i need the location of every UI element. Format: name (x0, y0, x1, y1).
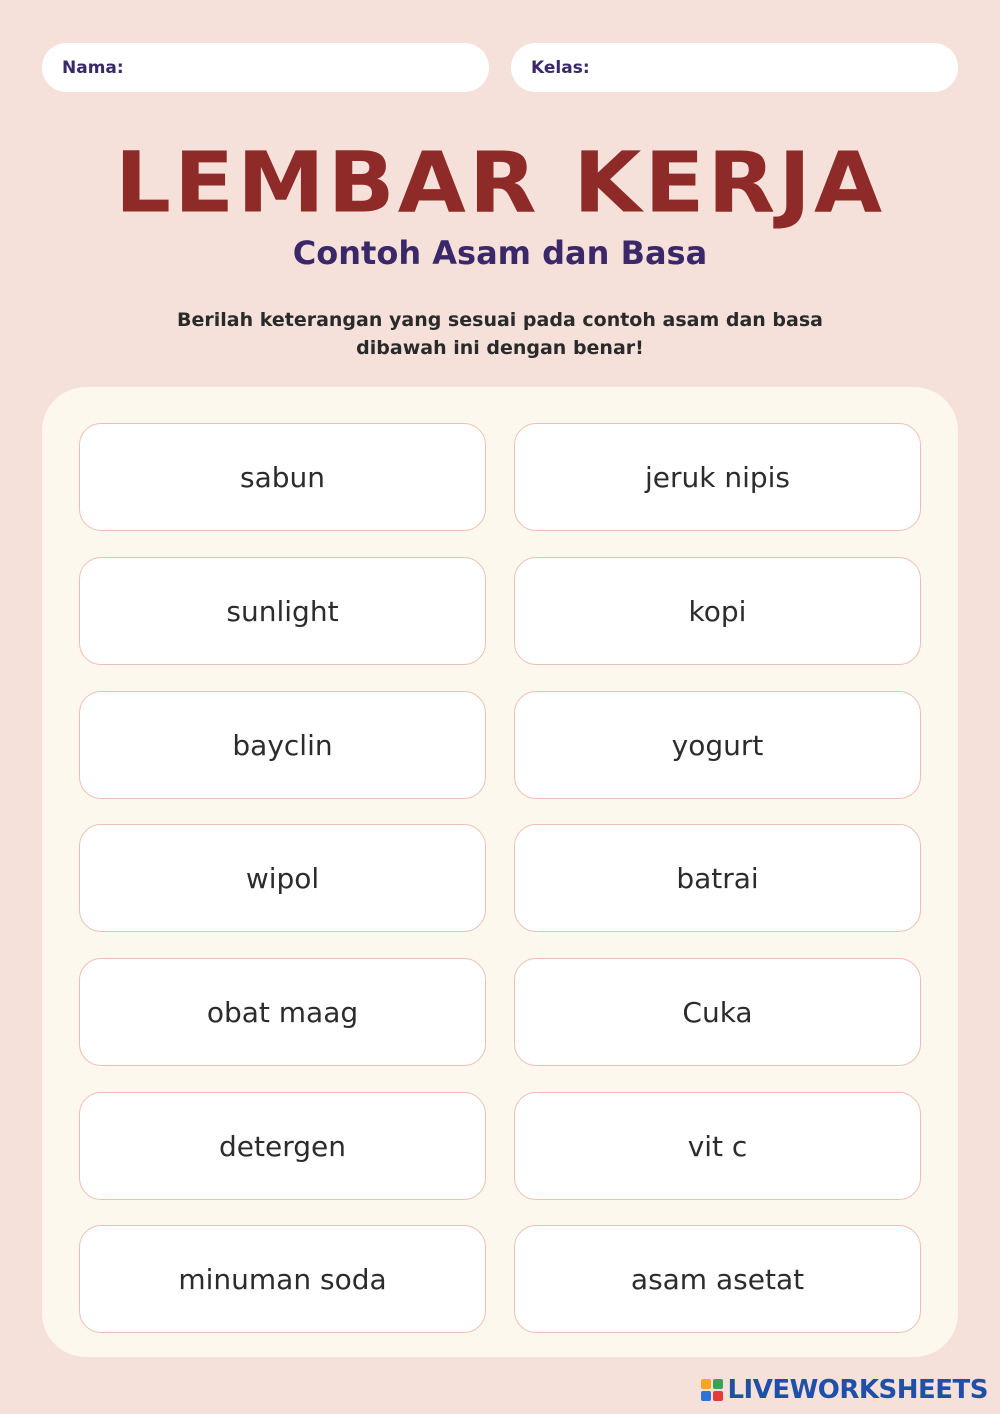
answer-box-asam-asetat[interactable]: asam asetat (514, 1225, 921, 1333)
name-label: Nama: (62, 57, 124, 78)
logo-square-2 (713, 1379, 723, 1389)
answer-box-kopi[interactable]: kopi (514, 557, 921, 665)
instruction-line-2: dibawah ini dengan benar! (356, 337, 644, 359)
name-input[interactable] (132, 42, 469, 93)
class-field[interactable] (511, 43, 958, 92)
answer-box-sunlight[interactable]: sunlight (79, 557, 486, 665)
answer-box-minuman-soda[interactable]: minuman soda (79, 1225, 486, 1333)
instructions (150, 306, 850, 362)
name-field[interactable] (42, 43, 489, 92)
liveworksheets-logo-icon (701, 1379, 723, 1401)
answer-panel (42, 387, 958, 1357)
logo-square-3 (701, 1391, 711, 1401)
page-subtitle: Contoh Asam dan Basa (292, 234, 708, 272)
instruction-line-1: Berilah keterangan yang sesuai pada contoh asam dan basa (177, 309, 823, 331)
class-label: Kelas: (531, 57, 590, 78)
answer-box-bayclin[interactable]: bayclin (79, 691, 486, 799)
page-title: LEMBAR KERJA (114, 133, 886, 232)
answer-box-detergen[interactable]: detergen (79, 1092, 486, 1200)
answer-box-yogurt[interactable]: yogurt (514, 691, 921, 799)
answer-box-sabun[interactable]: sabun (79, 423, 486, 531)
logo-square-1 (701, 1379, 711, 1389)
liveworksheets-brand[interactable] (701, 1372, 988, 1408)
logo-square-4 (713, 1391, 723, 1401)
class-input[interactable] (598, 42, 938, 93)
answer-box-wipol[interactable]: wipol (79, 824, 486, 932)
answer-box-vit-c[interactable]: vit c (514, 1092, 921, 1200)
answer-box-obat-maag[interactable]: obat maag (79, 958, 486, 1066)
answer-box-cuka[interactable]: Cuka (514, 958, 921, 1066)
answer-box-jeruk-nipis[interactable]: jeruk nipis (514, 423, 921, 531)
answer-box-batrai[interactable]: batrai (514, 824, 921, 932)
brand-name: LIVEWORKSHEETS (727, 1375, 988, 1405)
